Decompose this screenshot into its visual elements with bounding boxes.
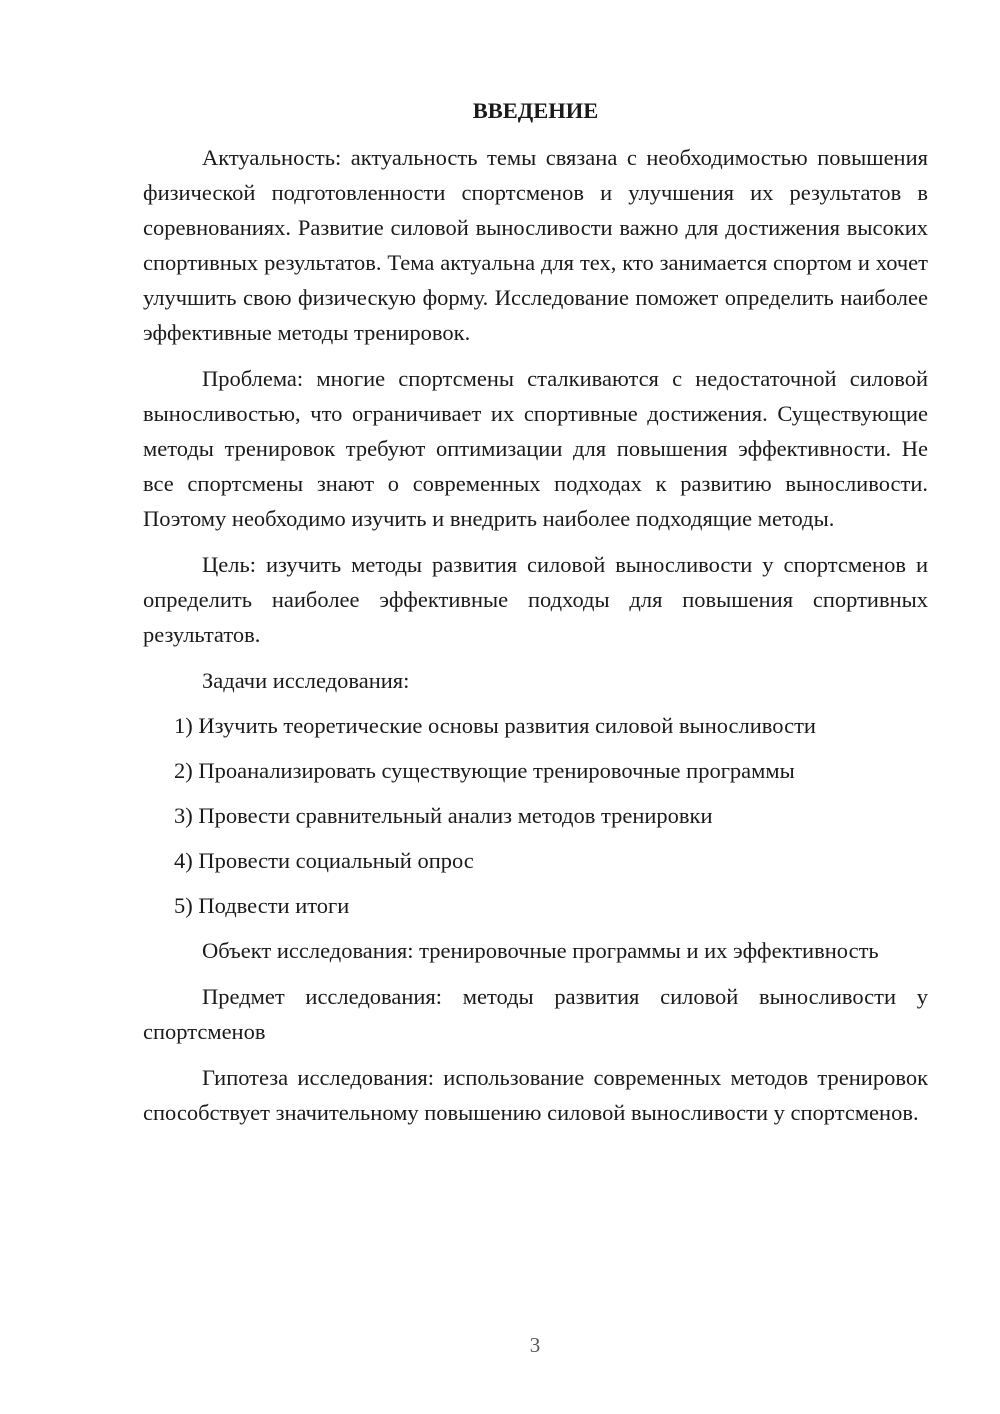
relevance-paragraph: Актуальность: актуальность темы связана с необходимостью повышения физической подготовленности спортсменов и улучшения их результатов в соревнованиях. Развитие силовой выносливости важно для достижения высоких спортивных результатов. Тема актуальна для тех, кто занимается спортом и хочет улучшить свою физическую форму. Исследование поможет определить наиболее эффективные методы тренировок. [143,145,928,345]
list-item: 3) Провести сравнительный анализ методов тренировки [174,803,713,828]
tasks-intro: Задачи исследования: [202,668,410,693]
subject-paragraph: Предмет исследования: методы развития силовой выносливости у спортсменов [143,984,928,1044]
hypothesis-paragraph: Гипотеза исследования: использование современных методов тренировок способствует значительному повышению силовой выносливости у спортсменов. [143,1065,928,1125]
object-paragraph: Объект исследования: тренировочные программы и их эффективность [202,938,879,963]
list-item: 4) Провести социальный опрос [174,848,474,873]
list-item: 2) Проанализировать существующие тренировочные программы [174,758,795,783]
page-number: 3 [529,1333,541,1357]
list-item: 1) Изучить теоретические основы развития силовой выносливости [174,713,816,738]
section-heading: ВВЕДЕНИЕ [472,98,599,123]
goal-paragraph: Цель: изучить методы развития силовой выносливости у спортсменов и определить наиболее эффективные подходы для повышения спортивных результатов. [143,552,928,647]
tasks-list [143,708,928,923]
document-page [143,96,928,1141]
problem-paragraph: Проблема: многие спортсмены сталкиваются с недостаточной силовой выносливостью, что ограничивает их спортивные достижения. Существующие методы тренировок требуют оптимизации для повышения эффективности. Не все спортсмены знают о современных подходах к развитию выносливости. Поэтому необходимо изучить и внедрить наиболее подходящие методы. [143,366,928,531]
list-item: 5) Подвести итоги [174,893,350,918]
